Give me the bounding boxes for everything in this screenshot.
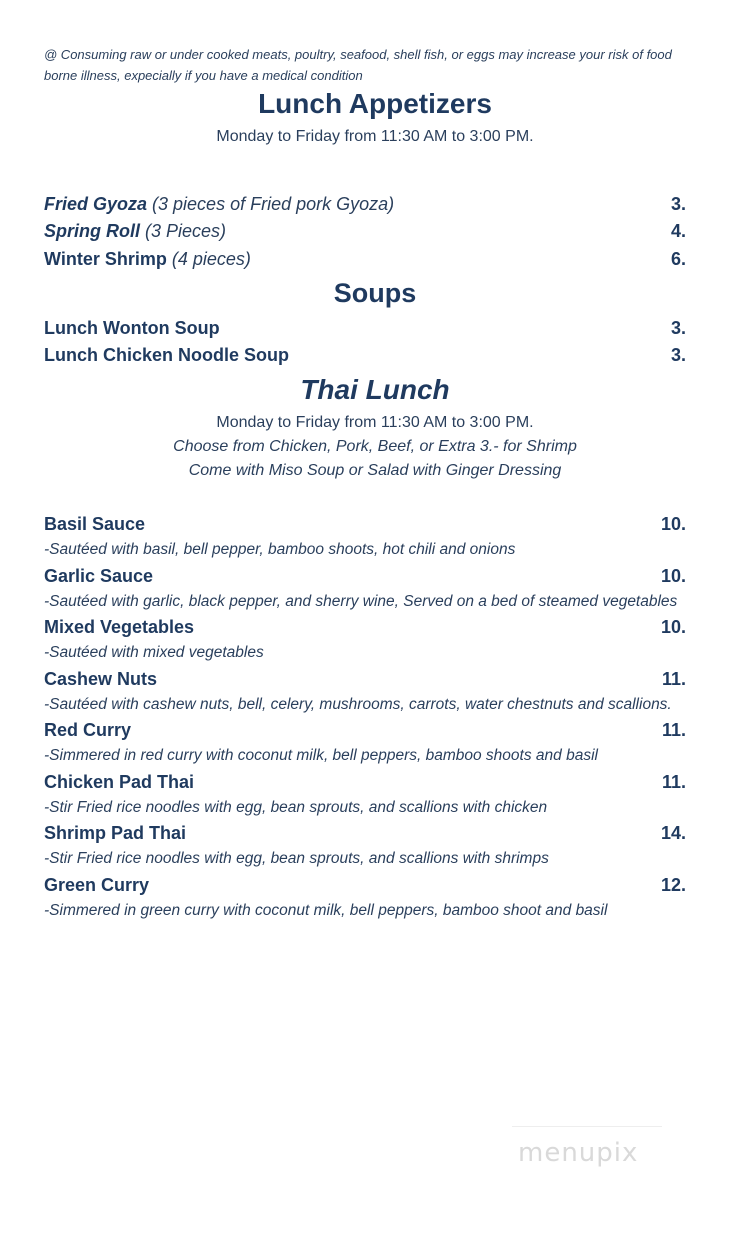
item-note: (3 pieces of Fried pork Gyoza): [147, 194, 395, 214]
menu-item: [44, 246, 686, 272]
item-price: 3.: [670, 194, 686, 214]
menu-item: [44, 191, 686, 217]
item-name: Fried Gyoza: [44, 194, 148, 214]
appetizers-heading: Lunch Appetizers: [258, 88, 492, 119]
food-safety-warning: @ Consuming raw or under cooked meats, poultry, seafood, shell fish, or eggs may increase your risk of food borne illness, expecially if you have a medical condition: [44, 47, 672, 83]
soups-heading: Soups: [333, 278, 417, 308]
menu-item: [44, 614, 686, 640]
menu-item: [44, 315, 686, 341]
watermark-divider: [512, 1126, 662, 1127]
menu-item: [44, 218, 686, 244]
item-name: Red Curry: [44, 720, 132, 740]
item-price: 11.: [661, 669, 686, 689]
menu-item: [44, 872, 686, 898]
item-description: -Sautéed with cashew nuts, bell, celery, mushrooms, carrots, water chestnuts and scallions.: [44, 696, 672, 713]
item-price: 14.: [660, 823, 686, 843]
item-name: Mixed Vegetables: [44, 617, 195, 637]
thai-choose-protein: Choose from Chicken, Pork, Beef, or Extra 3.- for Shrimp: [173, 438, 577, 455]
item-description: -Stir Fried rice noodles with egg, bean sprouts, and scallions with shrimps: [44, 850, 549, 867]
item-price: 10.: [660, 617, 686, 637]
thai-hours: Monday to Friday from 11:30 AM to 3:00 PM.: [216, 414, 534, 431]
item-description: -Simmered in green curry with coconut milk, bell peppers, bamboo shoot and basil: [44, 902, 608, 919]
menu-item: [44, 769, 686, 795]
item-name: Garlic Sauce: [44, 566, 154, 586]
item-name: Green Curry: [44, 875, 150, 895]
item-name: Winter Shrimp: [44, 249, 167, 269]
menu-item: [44, 563, 686, 589]
thai-lunch-heading: Thai Lunch: [300, 374, 450, 405]
item-description: -Sautéed with mixed vegetables: [44, 644, 264, 661]
item-price: 10.: [660, 514, 686, 534]
item-name: Lunch Wonton Soup: [44, 318, 220, 338]
item-note: (3 Pieces): [140, 221, 227, 241]
item-name: Lunch Chicken Noodle Soup: [44, 345, 290, 365]
item-name: Chicken Pad Thai: [44, 772, 195, 792]
item-price: 12.: [660, 875, 686, 895]
menu-item: [44, 717, 686, 743]
thai-comes-with: Come with Miso Soup or Salad with Ginger Dressing: [188, 462, 562, 479]
menu-item: [44, 666, 686, 692]
menupix-watermark: menupix: [518, 1138, 639, 1168]
menu-item: [44, 342, 686, 368]
menu-item: [44, 820, 686, 846]
item-description: -Simmered in red curry with coconut milk, bell peppers, bamboo shoots and basil: [44, 747, 598, 764]
item-description: -Sautéed with basil, bell pepper, bamboo shoots, hot chili and onions: [44, 541, 516, 558]
item-price: 4.: [670, 221, 686, 241]
item-price: 11.: [661, 772, 686, 792]
item-name: Basil Sauce: [44, 514, 146, 534]
item-price: 11.: [661, 720, 686, 740]
item-name: Cashew Nuts: [44, 669, 158, 689]
item-price: 3.: [670, 318, 686, 338]
item-description: -Sautéed with garlic, black pepper, and sherry wine, Served on a bed of steamed vegetables: [44, 593, 678, 610]
item-description: -Stir Fried rice noodles with egg, bean sprouts, and scallions with chicken: [44, 799, 548, 816]
item-name: Spring Roll: [44, 221, 140, 241]
item-price: 10.: [660, 566, 686, 586]
item-name: Shrimp Pad Thai: [44, 823, 187, 843]
item-price: 3.: [670, 345, 686, 365]
item-note: (4 pieces): [166, 249, 251, 269]
menu-item: [44, 511, 686, 537]
item-price: 6.: [670, 249, 686, 269]
appetizers-hours: Monday to Friday from 11:30 AM to 3:00 PM.: [216, 128, 534, 145]
